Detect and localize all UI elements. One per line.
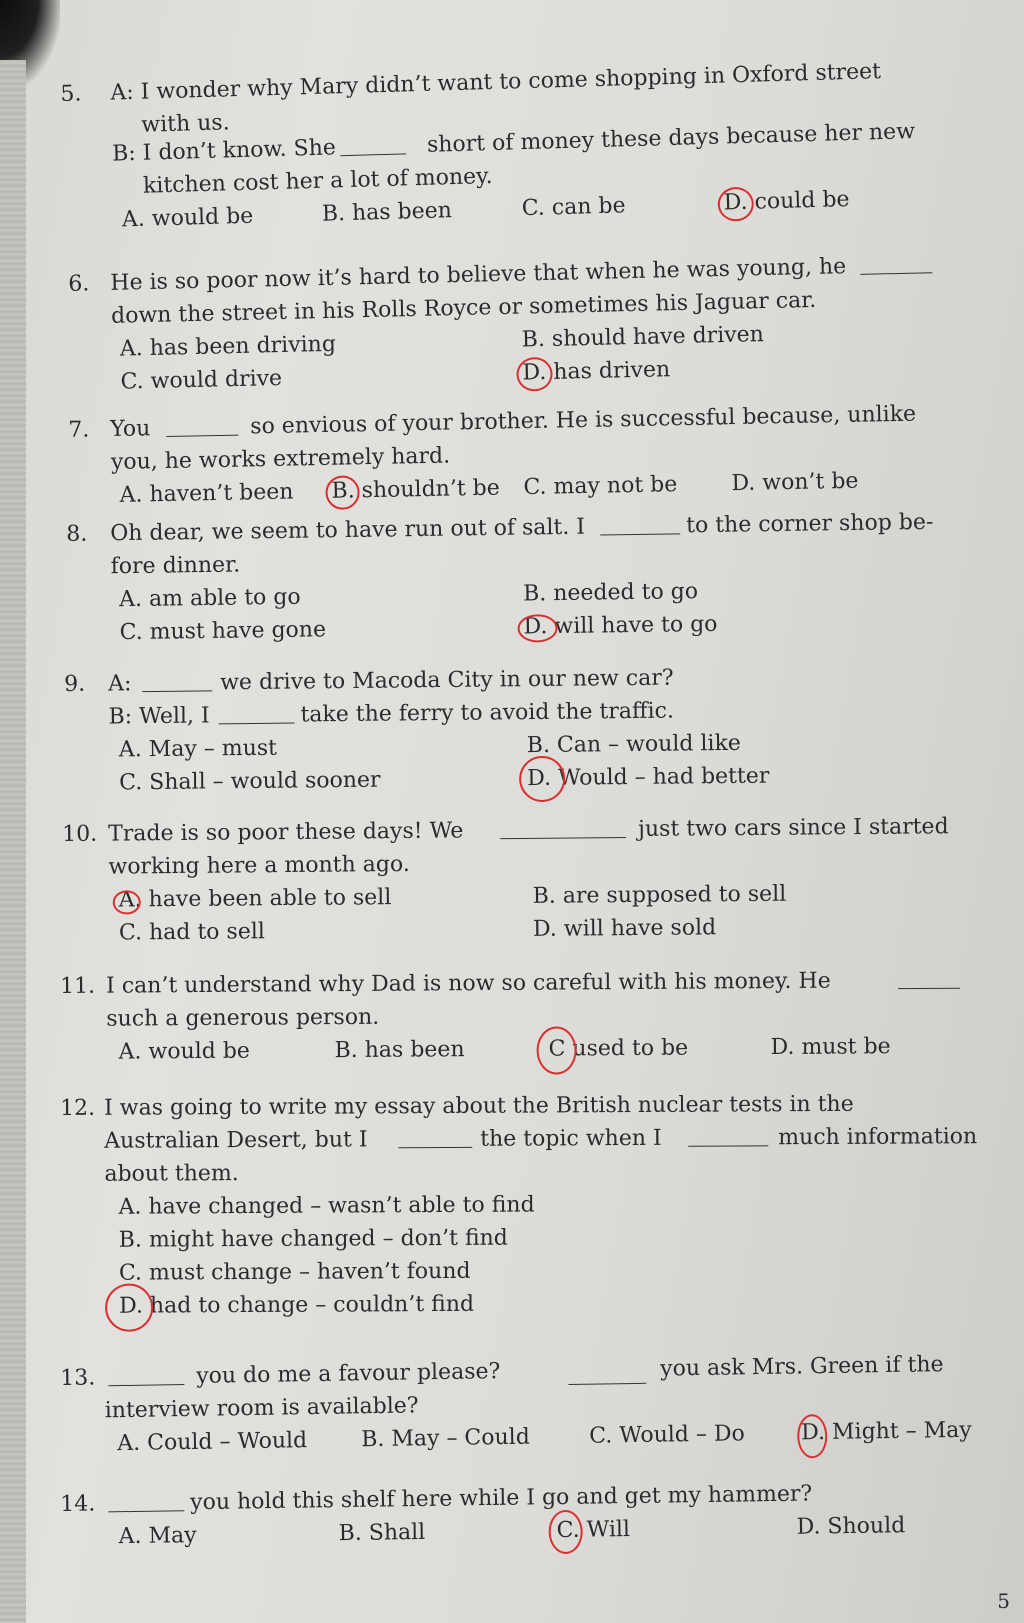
question-text: Trade is so poor these days! We — [108, 818, 464, 847]
question-7 — [60, 396, 986, 513]
option-d[interactable]: D. Might – May — [801, 1417, 972, 1446]
option-b[interactable]: B. Shall — [338, 1519, 426, 1547]
option-a[interactable]: A. have been able to sell — [118, 885, 392, 913]
question-text: B: Well, I — [108, 703, 210, 730]
question-8 — [60, 505, 986, 650]
answer-blank — [600, 515, 680, 535]
question-text: with us. — [141, 110, 230, 138]
answer-blank — [340, 135, 407, 156]
question-10 — [60, 810, 985, 950]
option-a[interactable]: A. am able to go — [118, 584, 301, 613]
option-b[interactable]: B. May – Could — [361, 1424, 531, 1453]
option-c[interactable]: C. may not be — [523, 472, 678, 501]
question-text: You — [110, 416, 151, 443]
question-number: 13. — [60, 1365, 96, 1391]
question-text: about them. — [104, 1161, 239, 1187]
answer-blank — [568, 1365, 646, 1385]
option-b[interactable]: B. needed to go — [522, 579, 699, 607]
option-d[interactable]: D. won’t be — [731, 468, 859, 497]
option-c[interactable]: C. Would – Do — [589, 1421, 745, 1449]
question-text: you, he works extremely hard. — [110, 443, 451, 476]
question-12 — [60, 1087, 985, 1323]
question-text: Oh dear, we seem to have run out of salt. I — [110, 514, 586, 547]
question-number: 6. — [68, 271, 90, 297]
option-a[interactable]: A. Could – Would — [117, 1428, 308, 1457]
option-b[interactable]: B. has been — [321, 198, 453, 227]
answer-blank — [688, 1127, 768, 1146]
option-c[interactable]: C. would drive — [120, 365, 283, 395]
question-text: short of money these days because her new — [426, 119, 916, 158]
question-text: to the corner shop be- — [685, 509, 934, 539]
question-text: I was going to write my essay about the British nuclear tests in the — [104, 1091, 854, 1121]
answer-blank — [898, 970, 960, 989]
answer-blank — [218, 705, 294, 725]
option-c[interactable]: C. Will — [556, 1517, 631, 1544]
option-b[interactable]: B. has been — [334, 1037, 465, 1064]
question-text: A: — [108, 671, 132, 697]
question-text: working here a month ago. — [108, 851, 410, 880]
question-text: A: I wonder why Mary didn’t want to come shopping in Oxford street — [110, 59, 882, 106]
question-text: the topic when I — [480, 1125, 662, 1152]
option-c[interactable]: C. must have gone — [119, 617, 327, 646]
question-9 — [60, 658, 985, 800]
answer-blank — [398, 1129, 472, 1148]
question-text: interview room is available? — [104, 1393, 419, 1424]
question-text: you ask Mrs. Green if the — [659, 1352, 944, 1382]
option-d[interactable]: D. has driven — [522, 357, 671, 386]
option-b[interactable]: B. are supposed to sell — [532, 881, 787, 909]
question-6 — [60, 247, 987, 400]
option-d[interactable]: D. could be — [723, 187, 850, 216]
answer-blank — [108, 1366, 184, 1386]
question-text: you do me a favour please? — [196, 1359, 501, 1389]
option-b[interactable]: B. shouldn’t be — [331, 475, 500, 504]
question-text: take the ferry to avoid the traffic. — [300, 698, 675, 728]
question-number: 10. — [62, 821, 98, 847]
question-text: such a generous person. — [106, 1004, 380, 1032]
question-text: you hold this shelf here while I go and get my hammer? — [190, 1481, 813, 1516]
question-text: He is so poor now it’s hard to believe that when he was young, he — [110, 254, 847, 296]
option-b[interactable]: B. might have changed – don’t find — [118, 1225, 508, 1253]
option-c[interactable]: C. Shall – would sooner — [119, 767, 381, 796]
question-number: 11. — [60, 973, 96, 999]
option-b[interactable]: B. Can – would like — [526, 730, 742, 759]
answer-blank — [166, 417, 238, 437]
page-number: 5 — [997, 1589, 1010, 1613]
question-text: fore dinner. — [110, 552, 241, 580]
question-text: down the street in his Rolls Royce or sometimes his Jaguar car. — [110, 287, 817, 329]
question-number: 9. — [64, 671, 86, 697]
question-number: 5. — [60, 81, 82, 107]
option-d[interactable]: D. must be — [770, 1034, 891, 1061]
question-text: Australian Desert, but I — [104, 1127, 368, 1154]
question-text: so envious of your brother. He is successful because, unlike — [250, 401, 917, 440]
option-c[interactable]: C. had to sell — [118, 919, 265, 946]
page-binding-edge — [0, 60, 26, 1623]
question-text: kitchen cost her a lot of money. — [142, 163, 493, 199]
option-d[interactable]: D. will have to go — [523, 611, 718, 640]
question-text: we drive to Macoda City in our new car? — [220, 665, 674, 696]
question-text: much information — [778, 1124, 978, 1151]
option-b[interactable]: B. should have driven — [521, 322, 765, 353]
option-a[interactable]: A. would be — [121, 203, 254, 233]
option-a[interactable]: A. May – must — [118, 735, 278, 763]
option-d[interactable]: D. will have sold — [532, 915, 717, 942]
question-14 — [60, 1475, 985, 1554]
question-number: 12. — [60, 1095, 96, 1121]
question-13 — [60, 1347, 985, 1461]
answer-blank — [860, 254, 932, 275]
question-5 — [60, 52, 988, 238]
question-number: 14. — [60, 1491, 96, 1517]
answer-blank — [108, 1492, 184, 1512]
option-c[interactable]: C. can be — [521, 193, 626, 222]
option-d[interactable]: D. Would – had better — [527, 763, 770, 792]
question-text: just two cars since I started — [638, 814, 949, 842]
question-number: 8. — [66, 521, 88, 547]
answer-blank — [142, 672, 212, 692]
question-number: 7. — [68, 417, 90, 443]
option-a[interactable]: A. have changed – wasn’t able to find — [118, 1192, 535, 1220]
question-text: I can’t understand why Dad is now so careful with his money. He — [106, 968, 831, 999]
option-a[interactable]: A. has been driving — [119, 331, 337, 362]
option-a[interactable]: A. would be — [118, 1038, 251, 1065]
question-text: B: I don’t know. She — [111, 135, 337, 167]
answer-blank — [500, 819, 626, 839]
option-c[interactable]: C. must change – haven’t found — [118, 1258, 471, 1286]
option-a[interactable]: A. May — [118, 1523, 197, 1550]
option-d[interactable]: D. had to change – couldn’t find — [119, 1291, 475, 1319]
option-a[interactable]: A. haven’t been — [119, 479, 294, 508]
option-d[interactable]: D. Should — [796, 1513, 906, 1540]
question-11 — [60, 964, 985, 1069]
option-c[interactable]: C used to be — [548, 1035, 689, 1062]
